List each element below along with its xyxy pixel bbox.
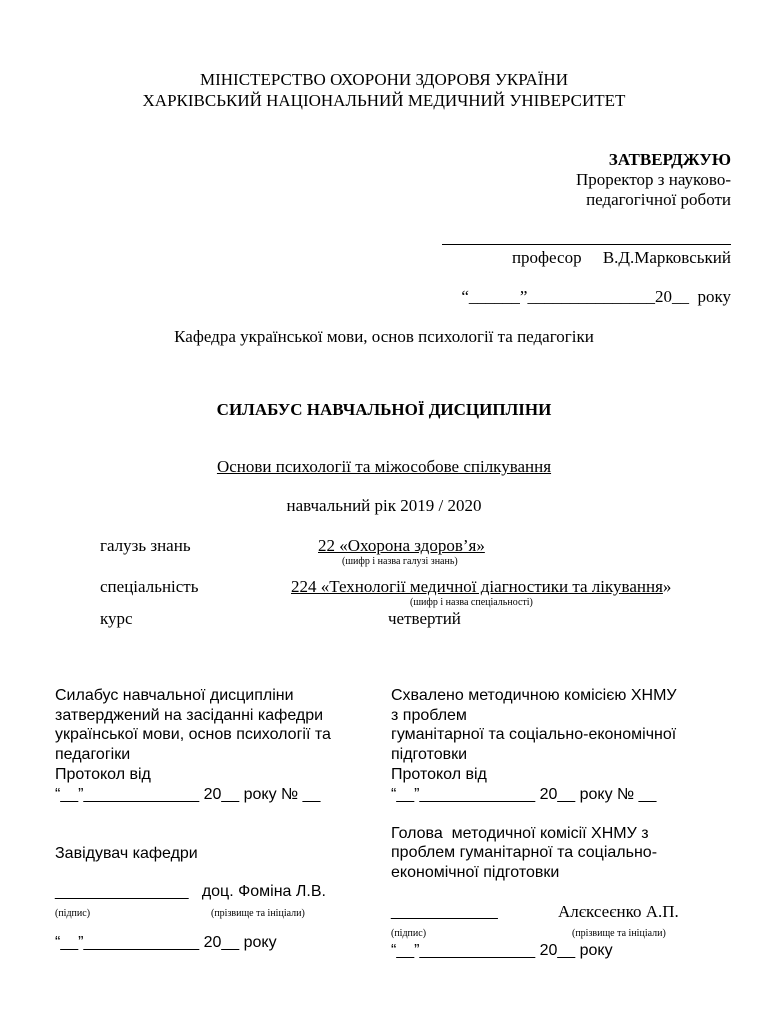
commission-head-line1: Голова методичної комісії ХНМУ з bbox=[391, 825, 649, 842]
commission-head-name: Алєксеєнко А.П. bbox=[558, 902, 679, 921]
approval-date-line: “______”_______________20__ року bbox=[461, 287, 731, 306]
specialty-hint: (шифр і назва спеціальності) bbox=[410, 597, 533, 608]
left-approval-line1: Силабус навчальної дисципліни bbox=[55, 687, 294, 704]
specialty-value: 224 «Технології медичної діагностики та лікування bbox=[291, 577, 663, 596]
course-value: четвертий bbox=[388, 609, 461, 628]
university-name: ХАРКІВСЬКИЙ НАЦІОНАЛЬНИЙ МЕДИЧНИЙ УНІВЕРСИТЕТ bbox=[142, 91, 626, 110]
head-signature-line: _______________ доц. Фоміна Л.В. bbox=[55, 883, 326, 900]
commission-head-line3: економічної підготовки bbox=[391, 864, 560, 881]
right-protocol-date: “__”_____________ 20__ року № __ bbox=[391, 786, 657, 803]
left-approval-line4: педагогіки bbox=[55, 746, 131, 763]
right-signature-hint: (підпис) bbox=[391, 928, 427, 939]
specialty-label: спеціальність bbox=[100, 577, 199, 596]
left-signature-hint: (підпис) bbox=[55, 908, 91, 919]
syllabus-title: СИЛАБУС НАВЧАЛЬНОЇ ДИСЦИПЛІНИ bbox=[216, 400, 552, 419]
left-approval-line2: затверджений на засіданні кафедри bbox=[55, 707, 324, 724]
left-approval-line3: української мови, основ психології та bbox=[55, 726, 331, 743]
approval-signatory: професор В.Д.Марковський bbox=[511, 248, 731, 267]
right-name-hint: (прізвище та ініціали) bbox=[572, 928, 666, 939]
right-signature-line: ____________ bbox=[391, 903, 498, 920]
discipline-name: Основи психології та міжособове спілкування bbox=[216, 457, 552, 476]
field-hint: (шифр і назва галузі знань) bbox=[342, 556, 458, 567]
left-date-line: “__”_____________ 20__ року bbox=[55, 934, 277, 951]
left-name-hint: (прізвище та ініціали) bbox=[211, 908, 305, 919]
ministry-name: МІНІСТЕРСТВО ОХОРОНИ ЗДОРОВЯ УКРАЇНИ bbox=[200, 70, 568, 89]
course-label: курс bbox=[100, 609, 133, 628]
right-approval-line2: з проблем bbox=[391, 707, 467, 724]
right-approval-line4: підготовки bbox=[391, 746, 468, 763]
left-protocol-label: Протокол від bbox=[55, 766, 151, 783]
specialty-close-quote: » bbox=[662, 577, 672, 596]
head-of-department-label: Завідувач кафедри bbox=[55, 845, 198, 862]
department-name: Кафедра української мови, основ психології та педагогіки bbox=[174, 327, 594, 346]
left-protocol-date: “__”_____________ 20__ року № __ bbox=[55, 786, 321, 803]
right-approval-line1: Схвалено методичною комісією ХНМУ bbox=[391, 687, 677, 704]
commission-head-line2: проблем гуманітарної та соціально- bbox=[391, 844, 658, 861]
academic-year: навчальний рік 2019 / 2020 bbox=[286, 496, 482, 515]
field-value: 22 «Охорона здоров’я» bbox=[318, 536, 485, 555]
right-protocol-label: Протокол від bbox=[391, 766, 487, 783]
approval-signature-line bbox=[442, 244, 731, 245]
specialty-value-wrap bbox=[291, 577, 671, 597]
field-label: галузь знань bbox=[100, 536, 191, 555]
right-date-line: “__”_____________ 20__ року bbox=[391, 942, 613, 959]
right-approval-line3: гуманітарної та соціально-економічної bbox=[391, 726, 677, 743]
approval-position-line2: педагогічної роботи bbox=[586, 190, 731, 209]
approval-title: ЗАТВЕРДЖУЮ bbox=[608, 150, 731, 169]
approval-position-line1: Проректор з науково- bbox=[575, 170, 731, 189]
